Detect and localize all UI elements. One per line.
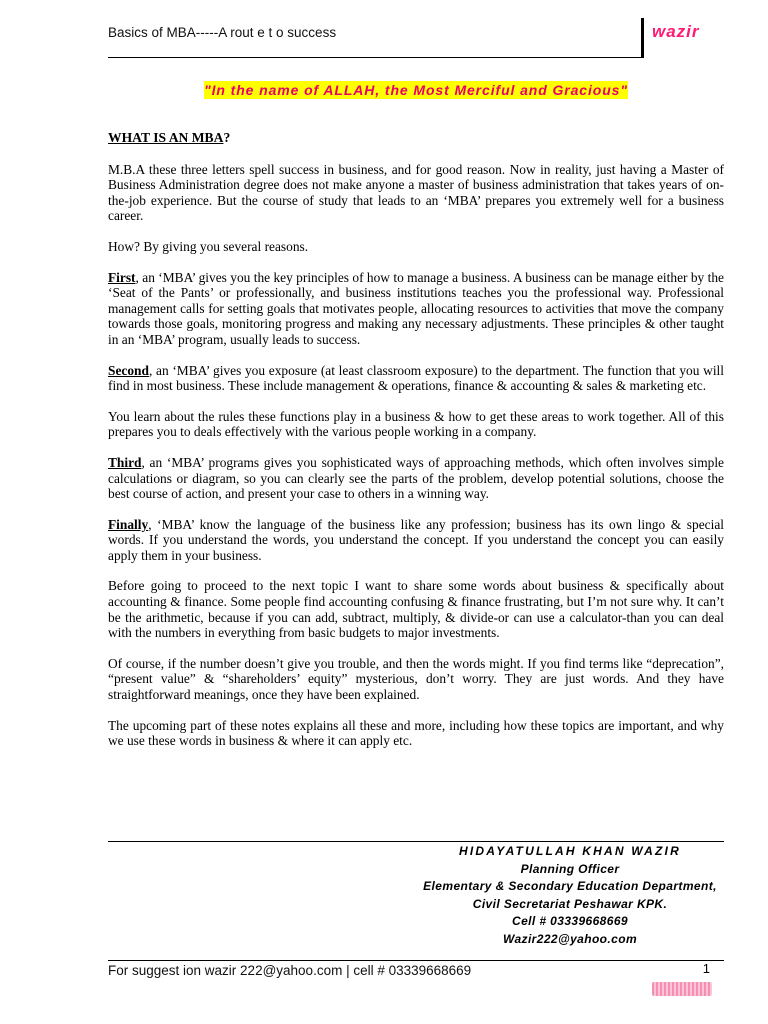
paragraph-first-lead: First [108,269,136,285]
paragraph-third [108,455,724,502]
paragraph-accounting: Before going to proceed to the next topic I want to share some words about business & specifically about accounting & finance. Some people find accounting confusing & finance frustrating, but I’m not sure why. It can’t be the arithmetic, because if you can add, subtract, multiply, & divide-or can use a calculator-than you can deal with the numbers in everything from basic budgets to major investments. [108,578,724,641]
paragraph-finally-lead: Finally [108,516,149,532]
section-heading-text: WHAT IS AN MBA [108,130,224,145]
signature-name: HIDAYATULLAH KHAN WAZIR [459,844,681,858]
signature-divider [108,841,724,842]
signature-cell: Cell # 03339668669 [512,914,628,928]
paragraph-second [108,363,724,394]
signature-department: Elementary & Secondary Education Department, [423,879,717,893]
page-header [108,22,700,56]
signature-block [420,843,720,948]
signature-address: Civil Secretariat Peshawar KPK. [472,896,668,911]
paragraph-finally [108,517,724,564]
paragraph-functions: You learn about the rules these functions play in a business & how to get these areas to work together. All of this prepares you to deals effectively with the various people working in a company. [108,408,724,440]
footer-divider [108,960,724,961]
footer-text: For suggest ion wazir 222@yahoo.com | cell # 03339668669 [108,963,472,978]
paragraph-first-text: , an ‘MBA’ gives you the key principles of how to manage a business. A business can be manage either by the ‘Seat of the Pants’ or professionally, and business institutions teaches you the professional way. Professional management calls for setting goals that motivates people, allocating resources to activities that move the company towards those goals, monitoring progress and making any necessary adjustments. These principles & other taught in an ‘MBA’ program, usually leads to success. [108,269,724,347]
header-divider [108,57,644,58]
bismillah-text: "In the name of ALLAH, the Most Merciful and Gracious" [204,82,628,98]
page-number-decoration [652,982,712,996]
signature-title: Planning Officer [520,861,620,876]
paragraph-third-lead: Third [108,454,142,470]
header-title: Basics of MBA-----A rout e t o success [108,25,337,40]
header-vertical-bar [641,18,644,58]
section-heading [108,130,724,146]
paragraph-second-lead: Second [108,362,149,378]
paragraph-first [108,270,724,348]
section-heading-mark: ? [223,130,231,145]
paragraph-how: How? By giving you several reasons. [108,238,309,254]
paragraph-second-text: , an ‘MBA’ gives you exposure (at least classroom exposure) to the department. The function that you will find in most business. These include management & operations, finance & accounting & sales & marketing etc. [108,362,724,394]
paragraph-words: Of course, if the number doesn’t give you trouble, and then the words might. If you find terms like “deprecation”, “present value” & “shareholders’ equity” mysterious, don’t worry. They are just words. And they have straightforward meanings, once they have been explained. [108,655,724,703]
document-body [108,130,724,764]
page-number: 1 [702,961,710,976]
paragraph-upcoming: The upcoming part of these notes explains all these and more, including how these topics are important, and why we use these words in business & where it can apply etc. [108,717,724,749]
header-brand: wazir [652,22,700,41]
paragraph-third-text: , an ‘MBA’ programs gives you sophisticated ways of approaching methods, which often involves simple calculations or diagram, so you can clearly see the parts of the problem, develop potential solutions, choose the best course of action, and present your case to others in a winning way. [108,454,724,502]
signature-email: Wazir222@yahoo.com [502,931,638,946]
paragraph-intro: M.B.A these three letters spell success in business, and for good reason. Now in reality, just having a Master of Business Administration degree does not make anyone a master of business administration that takes years of on-the-job experience. But the course of study that leads to an ‘MBA’ prepares you extremely well for a business career. [108,161,724,224]
paragraph-finally-text: , ‘MBA’ know the language of the business like any profession; business has its own lingo & special words. If you understand the words, you understand the concept. If you understand the concept you can easily apply them in your business. [108,516,724,563]
bismillah-banner [108,82,724,98]
